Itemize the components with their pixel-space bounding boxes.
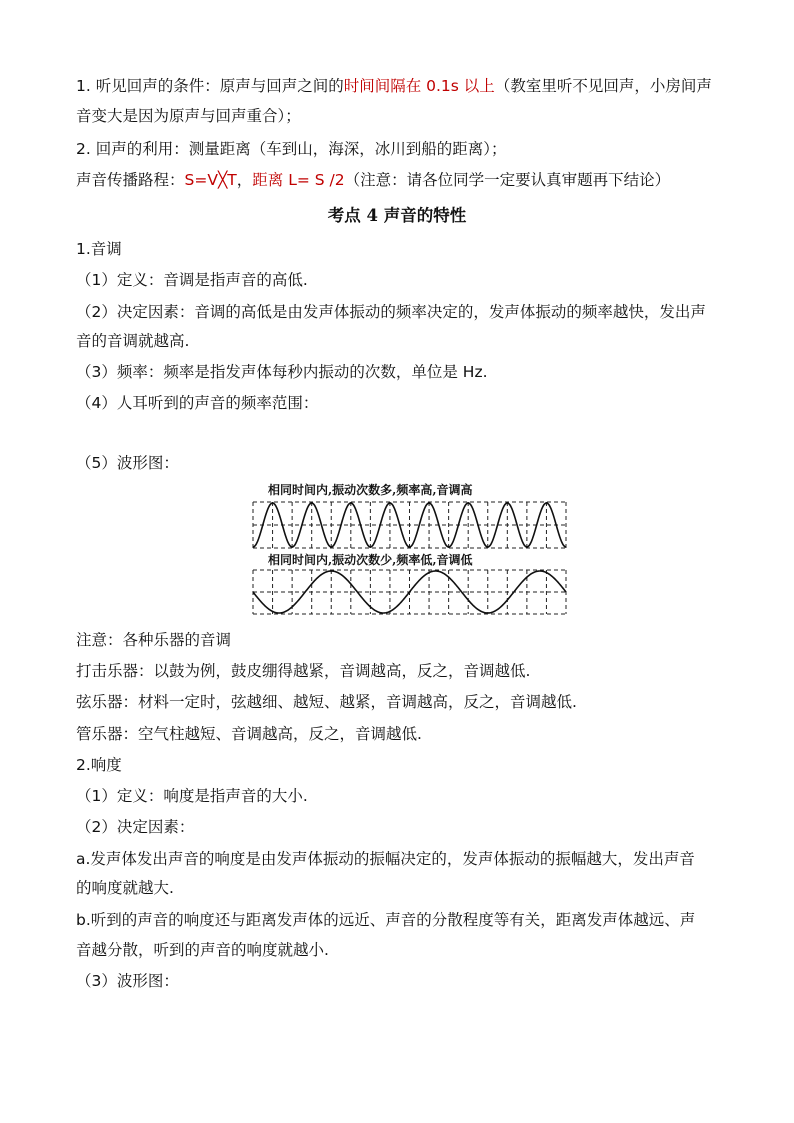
sound-path-line	[76, 170, 670, 190]
instrument-note: 注意：各种乐器的音调	[76, 631, 232, 649]
echo-distance-formula: 距离 L= S /2	[252, 171, 345, 189]
pitch-factor-line-1: （2）决定因素：音调的高低是由发声体振动的频率决定的，发声体振动的频率越快，发出声	[76, 303, 706, 321]
wind-instrument-text: 管乐器：空气柱越短、音调越高，反之，音调越低.	[76, 725, 422, 743]
attention-note: （注意：请各位同学一定要认真审题再下结论）	[344, 171, 671, 189]
loudness-heading: 2.响度	[76, 756, 122, 774]
high-pitch-caption: 相同时间内,振动次数多,频率高,音调高	[268, 483, 473, 497]
loudness-factors: （2）决定因素：	[76, 818, 195, 836]
comma: ，	[236, 171, 253, 189]
pitch-waveform-label: （5）波形图：	[76, 454, 179, 472]
hearing-range: （4）人耳听到的声音的频率范围：	[76, 394, 319, 412]
loudness-definition: （1）定义：响度是指声音的大小.	[76, 787, 308, 805]
loudness-waveform-label: （3）波形图：	[76, 972, 179, 990]
distance-formula: S=V╳T	[184, 171, 237, 189]
frequency-definition: （3）频率：频率是指发声体每秒内振动的次数，单位是 Hz.	[76, 363, 488, 381]
loudness-factor-a-line-1: a.发声体发出声音的响度是由发声体振动的振幅决定的，发声体振动的振幅越大，发出声音	[76, 850, 695, 868]
echo-condition-text: 1. 听见回声的条件：原声与回声之间的	[76, 77, 344, 95]
pitch-factor-line-2: 音的音调就越高.	[76, 332, 190, 350]
loudness-factor-a-line-2: 的响度就越大.	[76, 879, 174, 897]
high-pitch-grid	[253, 502, 566, 548]
sound-path-label: 声音传播路程：	[76, 171, 185, 189]
section-title: 考点 4 声音的特性	[327, 206, 467, 225]
echo-condition-note: （教室里听不见回声，小房间声	[494, 77, 712, 95]
echo-use-line: 2. 回声的利用：测量距离（车到山，海深，冰川到船的距离）；	[76, 140, 507, 158]
percussion-text: 打击乐器：以鼓为例，鼓皮绷得越紧，音调越高，反之，音调越低.	[76, 662, 531, 680]
echo-time-interval-highlight: 时间间隔在 0.1s 以上	[343, 77, 495, 95]
pitch-definition: （1）定义：音调是指声音的高低.	[76, 271, 308, 289]
pitch-waveform-figure	[246, 480, 576, 616]
pitch-heading: 1.音调	[76, 240, 122, 258]
low-pitch-caption: 相同时间内,振动次数少,频率低,音调低	[268, 553, 473, 567]
loudness-factor-b-line-2: 音越分散，听到的声音的响度就越小.	[76, 941, 329, 959]
echo-condition-line-2: 音变大是因为原声与回声重合）；	[76, 107, 301, 125]
loudness-factor-b-line-1: b.听到的声音的响度还与距离发声体的远近、声音的分散程度等有关，距离发声体越远、声	[76, 911, 696, 929]
string-instrument-text: 弦乐器：材料一定时，弦越细、越短、越紧，音调越高，反之，音调越低.	[76, 693, 577, 711]
echo-condition-line-1	[76, 76, 712, 96]
